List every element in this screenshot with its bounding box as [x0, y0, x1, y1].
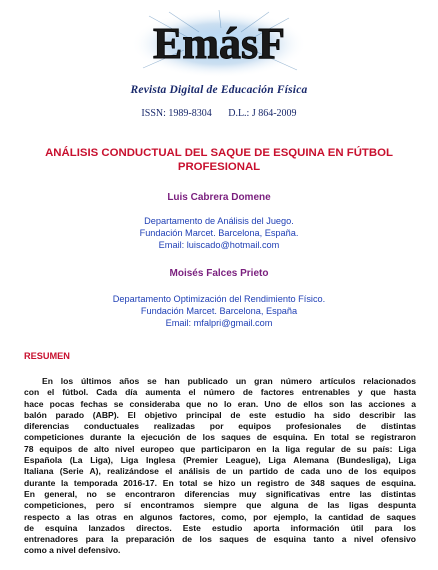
- author-1-institution: Fundación Marcet. Barcelona, España.: [139, 228, 299, 238]
- logo-text: EmásF: [153, 19, 285, 68]
- journal-logo: [0, 8, 438, 80]
- author-1-email[interactable]: Email: luiscado@hotmail.com: [158, 240, 280, 250]
- abstract-line: balón parado (ABP). El objetivo principal de este estudio ha sido describir las: [24, 409, 416, 420]
- legal-deposit: D.L.: J 864-2009: [228, 108, 297, 119]
- author-2-name: Moisés Falces Prieto: [169, 268, 269, 279]
- abstract-line: Española (La Liga), Liga Inglesa (Premier League), Liga Alemana (Bundesliga), Liga: [24, 455, 416, 466]
- issn-row: [0, 108, 438, 119]
- journal-name: Revista Digital de Educación Física: [130, 84, 308, 96]
- abstract-heading: RESUMEN: [24, 351, 70, 361]
- abstract-line: respecto a las otras en algunos factores, como, por ejemplo, la cantidad de saques: [24, 511, 416, 522]
- abstract-line: durante la temporada 2016-17. En total se hizo un registro de 348 saques de esquina.: [24, 477, 416, 488]
- abstract-line: hace pocas fechas se consideraba que no lo eran. Uno de ellos son las acciones a: [24, 398, 416, 409]
- abstract-line: En los últimos años se han publicado un gran número artículos relacionados: [42, 376, 416, 386]
- abstract-line: con el fútbol. Cada día aumenta el número de factores entrenables y que hasta: [24, 387, 416, 398]
- abstract-line: 78 equipos de alto nivel europeo que participaron en la liga regular de su país: Liga: [24, 443, 416, 454]
- author-2-department: Departamento Optimización del Rendimiento Físico.: [112, 294, 326, 304]
- author-2-institution: Fundación Marcet. Barcelona, España: [140, 306, 298, 316]
- abstract-line: diferencias conductuales realizadas por equipos profesionales de distintas: [24, 421, 416, 432]
- author-2-affiliation: [0, 293, 438, 329]
- abstract-line: competiciones, pero sí encontramos siempre que alguna de las ligas despunta: [24, 500, 416, 511]
- abstract-line: de esquina lanzados directos. Este estudio aporta información útil para los: [24, 522, 416, 533]
- emasf-logo-graphic: [129, 8, 309, 80]
- title-line-2: PROFESIONAL: [177, 161, 261, 173]
- abstract-line: como a nivel defensivo.: [24, 545, 121, 556]
- author-1-department: Departamento de Análisis del Juego.: [144, 216, 294, 226]
- author-2-email[interactable]: Email: mfalpri@gmail.com: [165, 318, 273, 328]
- abstract-line: entrenadores para la preparación de los saques de esquina tanto a nivel ofensivo: [24, 534, 416, 545]
- abstract-line: En general, no se encontraron diferencias muy significativas entre las distintas: [24, 488, 416, 499]
- issn: ISSN: 1989-8304: [141, 108, 212, 119]
- abstract-line: Italiana (Serie A), realizándose el análisis de un partido de cada uno de los equipos: [24, 466, 416, 477]
- abstract-body: [24, 376, 416, 557]
- author-1-name: Luis Cabrera Domene: [167, 192, 271, 203]
- author-1-affiliation: [0, 215, 438, 251]
- title-line-1: ANÁLISIS CONDUCTUAL DEL SAQUE DE ESQUINA EN FÚTBOL: [45, 147, 393, 159]
- abstract-line: competiciones durante la ejecución de los saques de esquina. En total se registraron: [24, 432, 416, 443]
- article-title: [30, 146, 408, 174]
